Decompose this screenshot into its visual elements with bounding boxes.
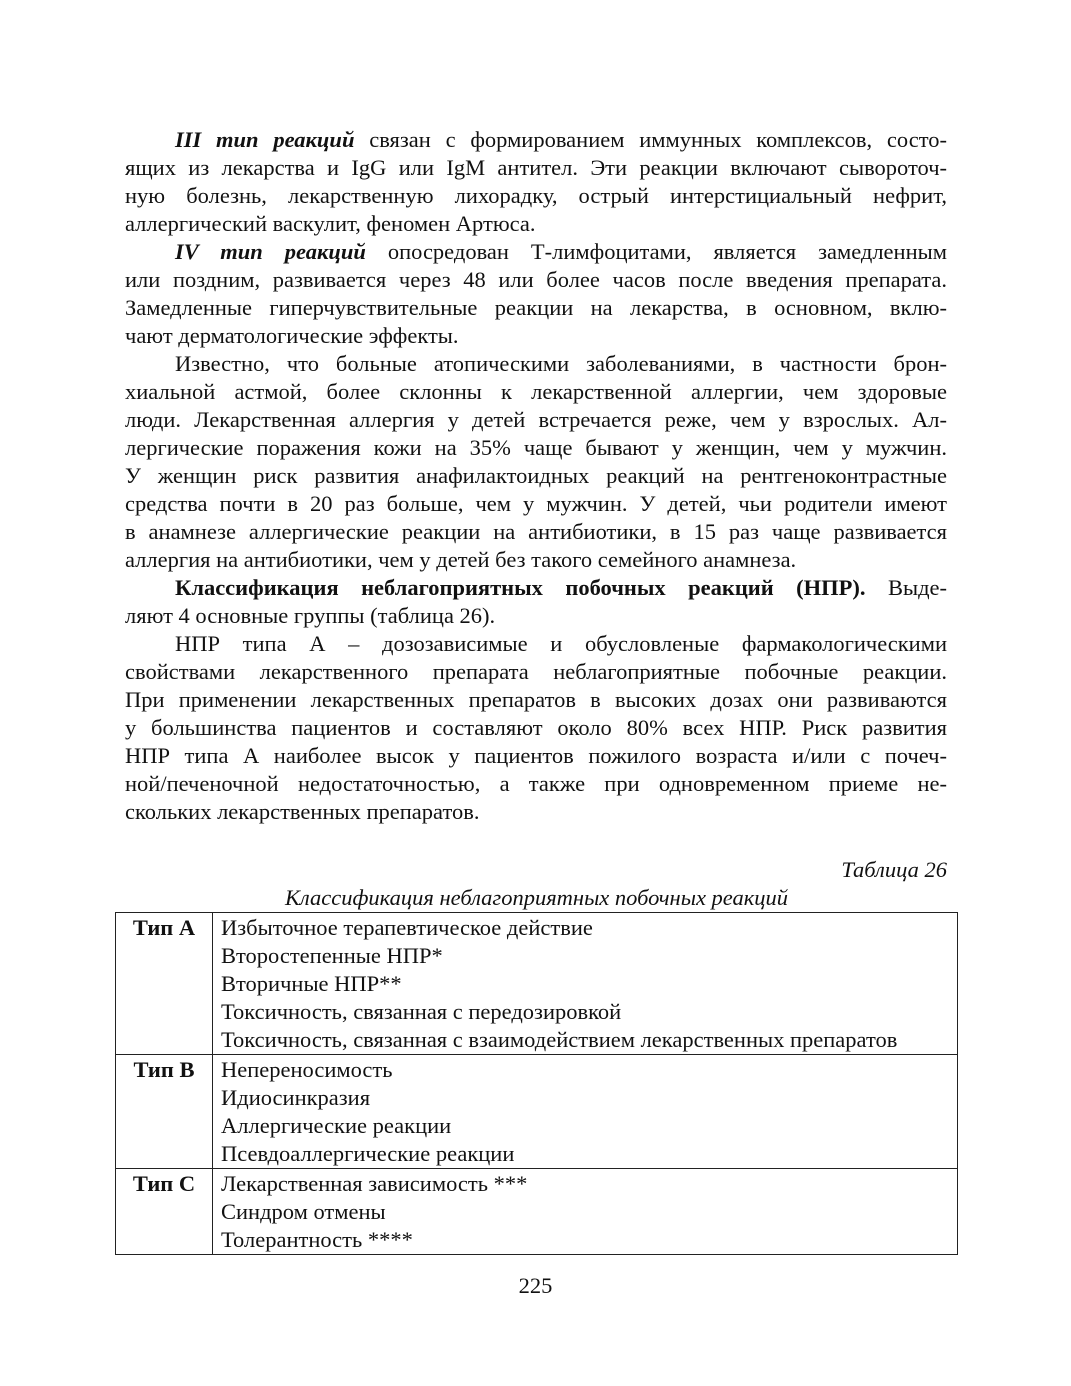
paragraph-3-line-1: Известно, что больные атопическими заболеваниями, в частности брон-: [175, 351, 947, 376]
paragraph-5-line-5: НПР типа А наиболее высок у пациентов пожилого возраста и/или с почеч-: [125, 743, 947, 768]
table-item: Токсичность, связанная с передозировкой: [221, 999, 622, 1024]
table-type-cell: Тип В: [116, 1055, 213, 1169]
paragraph-3-line-2: хиальной астмой, более склонны к лекарственной аллергии, чем здоровые: [125, 379, 947, 404]
paragraph-4-lead: Классификация неблагоприятных побочных реакций (НПР).: [175, 575, 866, 600]
table-type-cell: Тип С: [116, 1169, 213, 1255]
table-item: Аллергические реакции: [221, 1113, 452, 1138]
table-row: [116, 1169, 958, 1255]
paragraph-5-line-3: При применении лекарственных препаратов в высоких дозах они развиваются: [125, 687, 947, 712]
paragraph-3-line-7: в анамнезе аллергические реакции на антибиотики, в 15 раз чаще развивается: [125, 519, 947, 544]
table-item: Толерантность ****: [221, 1227, 413, 1252]
table-item: Вторичные НПР**: [221, 971, 402, 996]
paragraph-1-line-4: аллергический васкулит, феномен Артюса.: [125, 211, 536, 236]
table-items-cell: [213, 1169, 958, 1255]
table-row: [116, 1055, 958, 1169]
paragraph-2-line-3: Замедленные гиперчувствительные реакции на лекарства, в основном, вклю-: [125, 295, 947, 320]
table-items-cell: [213, 913, 958, 1055]
table-items-cell: [213, 1055, 958, 1169]
paragraph-5-line-6: ной/печеночной недостаточностью, а также при одновременном приеме не-: [125, 771, 947, 796]
table-item: Избыточное терапевтическое действие: [221, 915, 593, 940]
table-item: Непереносимость: [221, 1057, 393, 1082]
paragraph-5-line-4: у большинства пациентов и составляют около 80% всех НПР. Риск развития: [125, 715, 947, 740]
paragraph-3-line-5: У женщин риск развития анафилактоидных реакций на рентгеноконтрастные: [125, 463, 947, 488]
paragraph-2-line-2: или поздним, развивается через 48 или более часов после введения препарата.: [125, 267, 947, 292]
table-item: Второстепенные НПР*: [221, 943, 443, 968]
table-item: Синдром отмены: [221, 1199, 386, 1224]
table-type-cell: Тип А: [116, 913, 213, 1055]
paragraph-5-line-2: свойствами лекарственного препарата неблагоприятные побочные реакции.: [125, 659, 947, 684]
paragraph-2-line-4: чают дерматологические эффекты.: [125, 323, 459, 348]
paragraph-1-lead: III тип реакций: [175, 127, 355, 152]
paragraph-4-line-2: ляют 4 основные группы (таблица 26).: [125, 603, 496, 628]
classification-table: [115, 912, 958, 1255]
paragraph-4-line-1: Классификация неблагоприятных побочных реакций (НПР). Выде-: [175, 575, 948, 600]
paragraph-1-line-3: ную болезнь, лекарственную лихорадку, острый интерстициальный нефрит,: [125, 183, 947, 208]
paragraph-2-line-1: IV тип реакций опосредован Т-лимфоцитами, является замедленным: [175, 239, 947, 264]
paragraph-5-line-1: НПР типа А – дозозависимые и обусловленые фармакологическими: [175, 631, 947, 656]
paragraph-3-line-6: средства почти в 20 раз больше, чем у мужчин. У детей, чьи родители имеют: [125, 491, 947, 516]
paragraph-1-line-1: III тип реакций связан с формированием иммунных комплексов, состо-: [175, 127, 947, 152]
table-label: Таблица 26: [841, 857, 947, 882]
table-item: Псевдоаллергические реакции: [221, 1141, 515, 1166]
table-item: Токсичность, связанная с взаимодействием лекарственных препаратов: [221, 1027, 898, 1052]
paragraph-3-line-4: лергические поражения кожи на 35% чаще бывают у женщин, чем у мужчин.: [125, 435, 947, 460]
page-number: 225: [518, 1273, 553, 1298]
paragraph-2-lead: IV тип реакций: [175, 239, 366, 264]
table-item: Лекарственная зависимость ***: [221, 1171, 528, 1196]
paragraph-1-line-2: ящих из лекарства и IgG или IgM антител. Эти реакции включают сывороточ-: [125, 155, 947, 180]
paragraph-3-line-8: аллергия на антибиотики, чем у детей без такого семейного анамнеза.: [125, 547, 797, 572]
paragraph-3-line-3: люди. Лекарственная аллергия у детей встречается реже, чем у взрослых. Ал-: [125, 407, 947, 432]
table-item: Идиосинкразия: [221, 1085, 371, 1110]
table-row: [116, 913, 958, 1055]
paragraph-5-line-7: скольких лекарственных препаратов.: [125, 799, 480, 824]
table-title: Классификация неблагоприятных побочных реакций: [284, 885, 789, 910]
